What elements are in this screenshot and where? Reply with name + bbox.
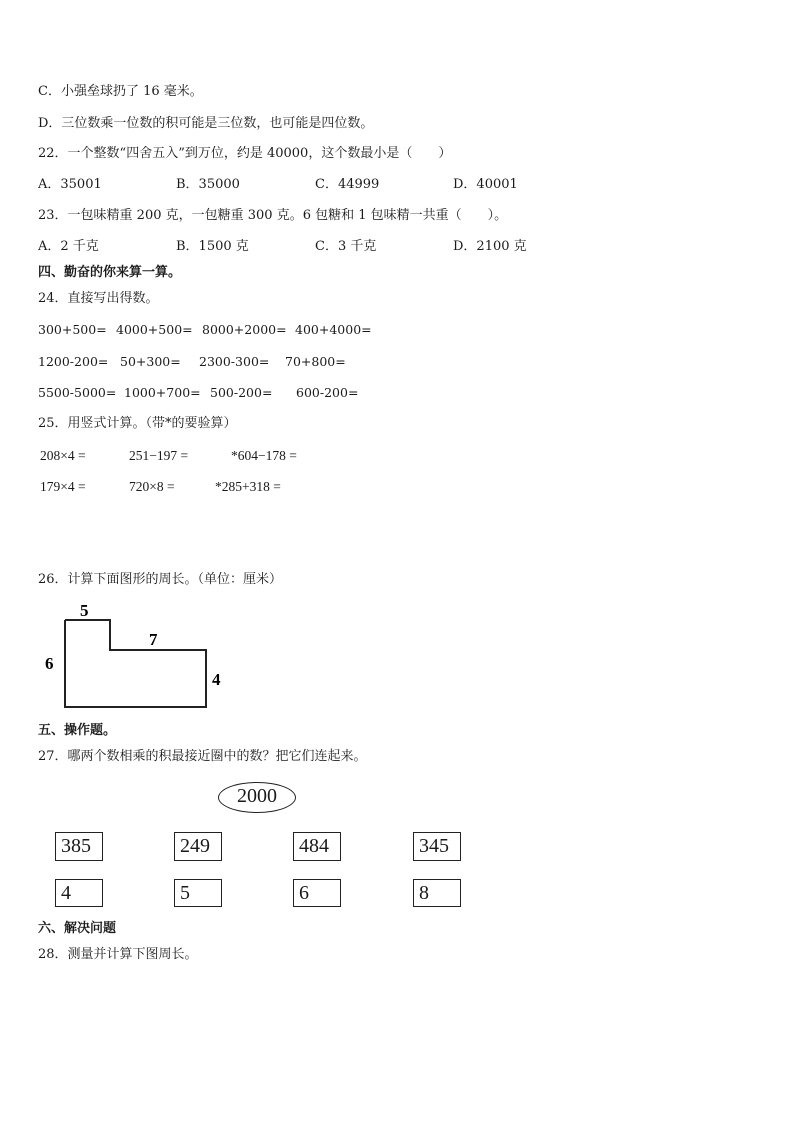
target-number-ellipse: 2000 [218, 782, 296, 813]
top-number-box[interactable]: 249 [174, 832, 222, 861]
q25-item: 179×4 = [40, 479, 86, 494]
q23-option-b: B．1500 克 [176, 239, 249, 254]
q24-item: 2300-300= [199, 354, 270, 369]
q22-option-a: A．35001 [38, 177, 102, 192]
q23-question: 23．一包味精重 200 克，一包糖重 300 克。6 包糖和 1 包味精一共重（ ）。 [38, 208, 508, 223]
q24-item: 5500-5000= [38, 385, 117, 400]
q25-question: 25．用竖式计算。（带*的要验算） [38, 416, 237, 431]
top-number-box[interactable]: 484 [293, 832, 341, 861]
q23-option-d: D．2100 克 [453, 239, 527, 254]
q21-option-d: D．三位数乘一位数的积可能是三位数，也可能是四位数。 [38, 116, 374, 131]
q24-item: 600-200= [296, 385, 359, 400]
q26-question: 26．计算下面图形的周长。（单位：厘米） [38, 572, 283, 587]
q27-question: 27．哪两个数相乘的积最接近圈中的数？把它们连起来。 [38, 749, 367, 764]
q25-item: *285+318 = [215, 479, 281, 494]
q23-option-c: C．3 千克 [315, 239, 377, 254]
q24-item: 1000+700= [124, 385, 201, 400]
top-number-box[interactable]: 385 [55, 832, 103, 861]
q25-item: 208×4 = [40, 448, 86, 463]
q24-item: 400+4000= [295, 322, 372, 337]
q21-option-c: C．小强垒球扔了 16 毫米。 [38, 84, 203, 99]
q28-question: 28．测量并计算下图周长。 [38, 947, 198, 962]
bottom-number-box[interactable]: 5 [174, 879, 222, 907]
q24-item: 50+300= [120, 354, 181, 369]
label-middle: 7 [149, 630, 158, 649]
section-5-title: 五、操作题。 [38, 723, 117, 738]
q24-item: 1200-200= [38, 354, 109, 369]
q22-question: 22．一个整数“四舍五入”到万位，约是 40000，这个数最小是（ ） [38, 146, 452, 161]
q22-option-b: B．35000 [176, 177, 240, 192]
label-left: 6 [45, 654, 54, 673]
bottom-number-box[interactable]: 6 [293, 879, 341, 907]
l-shape-outline [65, 620, 206, 707]
bottom-number-box[interactable]: 4 [55, 879, 103, 907]
top-number-box[interactable]: 345 [413, 832, 461, 861]
q24-item: 300+500= [38, 322, 107, 337]
label-right: 4 [212, 670, 221, 689]
bottom-number-box[interactable]: 8 [413, 879, 461, 907]
q22-option-c: C．44999 [315, 177, 380, 192]
q24-item: 4000+500= [116, 322, 193, 337]
q22-option-d: D．40001 [453, 177, 518, 192]
q24-item: 8000+2000= [202, 322, 287, 337]
section-6-title: 六、解决问题 [38, 921, 117, 936]
q25-item: 251−197 = [129, 448, 189, 463]
q24-item: 70+800= [285, 354, 346, 369]
q23-option-a: A．2 千克 [38, 239, 99, 254]
q24-item: 500-200= [210, 385, 273, 400]
section-4-title: 四、勤奋的你来算一算。 [38, 265, 182, 280]
q25-item: *604−178 = [231, 448, 297, 463]
q24-question: 24．直接写出得数。 [38, 291, 159, 306]
label-top: 5 [80, 601, 89, 620]
q25-item: 720×8 = [129, 479, 175, 494]
